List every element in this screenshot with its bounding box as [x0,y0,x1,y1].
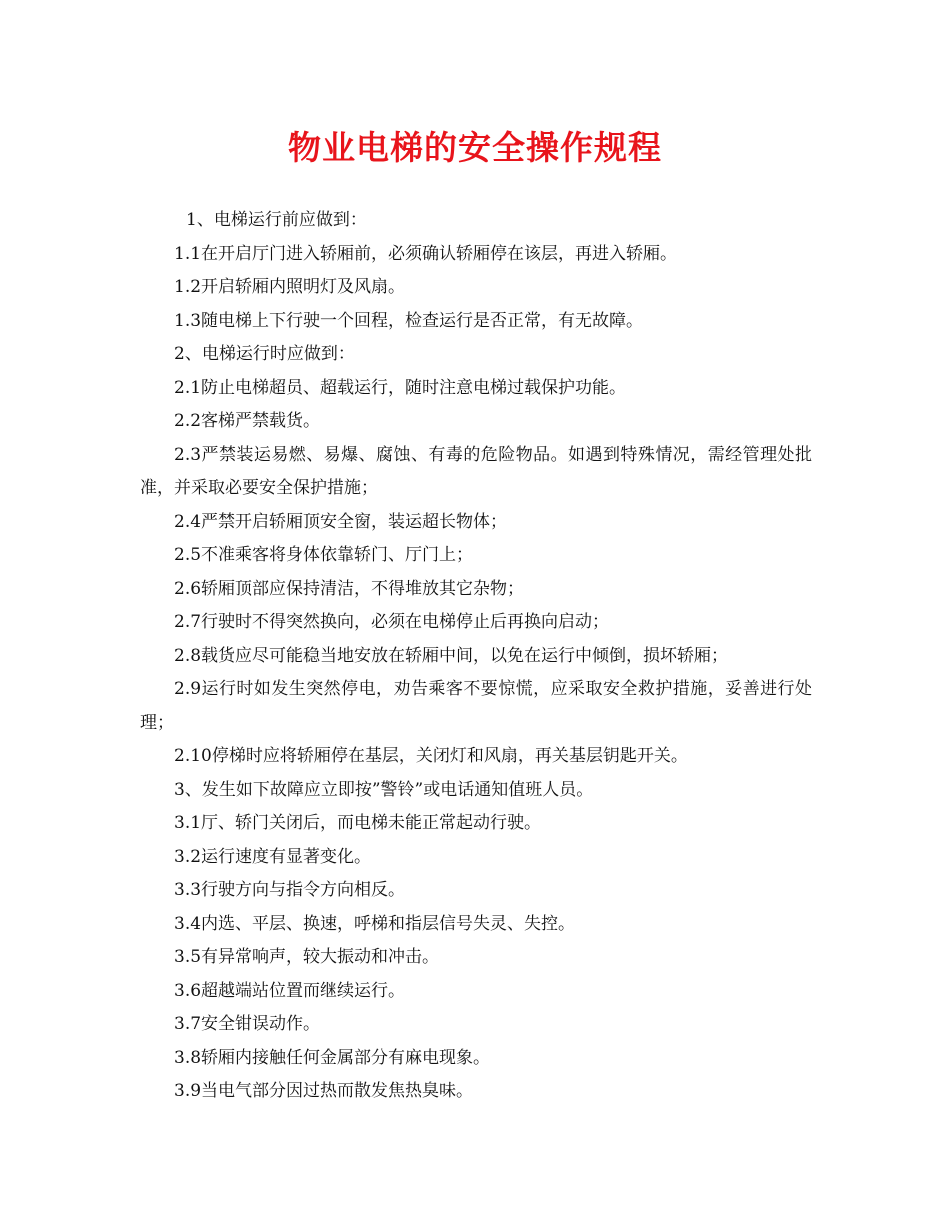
clause-2-1: 2.1防止电梯超员、超载运行，随时注意电梯过载保护功能。 [174,377,627,398]
section-heading-2: 2、电梯运行时应做到： [174,344,355,364]
clause-1-2: 1.2开启轿厢内照明灯及风扇。 [174,277,406,297]
section-heading-1: 1、电梯运行前应做到： [186,210,367,230]
clause-2-2: 2.2客梯严禁载货。 [174,411,321,431]
clause-3-4: 3.4内选、平层、换速，呼梯和指层信号失灵、失控。 [174,913,576,934]
clause-3-5: 3.5有异常响声，较大振动和冲击。 [174,947,440,967]
clause-2-6: 2.6轿厢顶部应保持清洁，不得堆放其它杂物； [174,578,525,599]
section-heading-3: 3、发生如下故障应立即按”警铃”或电话通知值班人员。 [174,779,594,800]
clause-3-7: 3.7安全钳误动作。 [174,1014,321,1034]
clause-2-8: 2.8载货应尽可能稳当地安放在轿厢中间，以免在运行中倾倒，损坏轿厢； [174,645,729,666]
clause-2-7: 2.7行驶时不得突然换向，必须在电梯停止后再换向启动； [174,612,610,632]
document-title: 物业电梯的安全操作规程 [288,128,662,167]
clause-2-3: 2.3严禁装运易燃、易爆、腐蚀、有毒的危险物品。如遇到特殊情况，需经管理处批准，并采取必要安全保护措施； [140,444,812,498]
document-body [140,204,812,1109]
clause-3-6: 3.6超越端站位置而继续运行。 [174,980,406,1001]
clause-2-9: 2.9运行时如发生突然停电，劝告乘客不要惊慌，应采取安全救护措施，妥善进行处理； [140,679,812,733]
clause-3-3: 3.3行驶方向与指令方向相反。 [174,880,406,900]
clause-3-8: 3.8轿厢内接触任何金属部分有麻电现象。 [174,1047,491,1068]
clause-2-4: 2.4严禁开启轿厢顶安全窗，装运超长物体； [174,511,508,532]
clause-3-2: 3.2运行速度有显著变化。 [174,846,372,867]
clause-1-3: 1.3随电梯上下行驶一个回程，检查运行是否正常，有无故障。 [174,310,644,331]
clause-2-10: 2.10停梯时应将轿厢停在基层，关闭灯和风扇，再关基层钥匙开关。 [174,746,688,766]
clause-3-9: 3.9当电气部分因过热而散发焦热臭味。 [174,1081,474,1101]
clause-2-5: 2.5不准乘客将身体依靠轿门、厅门上； [174,545,474,565]
clause-3-1: 3.1厅、轿门关闭后，而电梯未能正常起动行驶。 [174,813,542,833]
clause-1-1: 1.1在开启厅门进入轿厢前，必须确认轿厢停在该层，再进入轿厢。 [174,243,678,264]
